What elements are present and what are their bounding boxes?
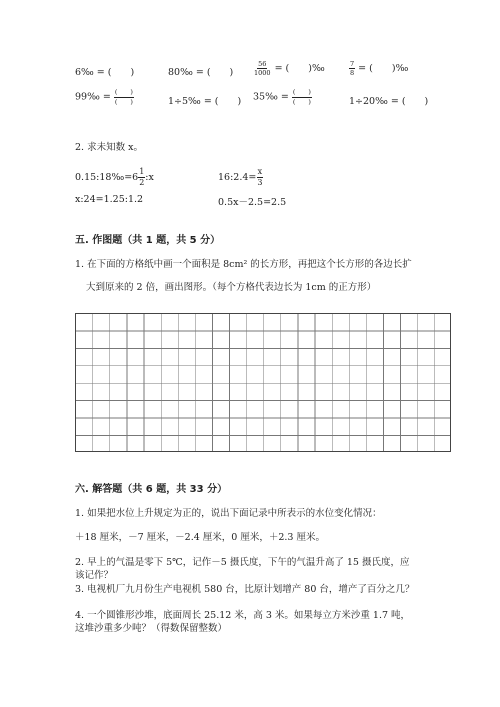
equation-2: [218, 168, 263, 187]
conv-r1-a: 6‰ = ( ): [75, 67, 135, 78]
section-6-q1-line1: 1. 如果把水位上升规定为正的，说出下面记录中所表示的水位变化情况：: [75, 508, 382, 519]
numerator: 56: [258, 59, 267, 68]
expr-rest: = ( )‰: [274, 63, 325, 74]
denominator: 3: [257, 178, 263, 187]
numerator: ( ): [292, 88, 311, 96]
conv-r2-b: 1÷5‰ = ( ): [168, 96, 242, 107]
numerator: 1: [139, 167, 145, 176]
numerator: ( ): [114, 88, 133, 96]
expr-post: :x: [145, 172, 154, 183]
section-6-q3: 3. 电视机厂九月份生产电视机 580 台，比原计划增产 80 台，增产了百分之几？: [75, 584, 415, 595]
equation-4: 0.5x－2.5=2.5: [218, 197, 287, 208]
numerator: 7: [350, 59, 355, 68]
fraction: [349, 61, 355, 77]
expr-pre: 0.15:18‰=6: [75, 172, 139, 183]
expr-rest: = ( )‰: [358, 63, 409, 74]
section-6-q2-line2: 该记作？: [75, 570, 114, 581]
expr-pre: 99‰ =: [75, 91, 111, 103]
section-5-title: 五. 作图题（共 1 题，共 5 分）: [75, 235, 221, 246]
conv-r2-a: [75, 89, 134, 105]
numerator: x: [257, 167, 263, 176]
graph-paper-grid[interactable]: [75, 313, 451, 452]
fraction: [292, 89, 312, 105]
section-6-q4-line2: 这堆沙重多少吨？（得数保留整数）: [75, 623, 228, 634]
conv-r1-c: [253, 60, 325, 77]
solve-heading: 2. 求未知数 x。: [75, 142, 143, 153]
section-6-q1-line2: ＋18 厘米，－7 厘米，－2.4 厘米，0 厘米，＋2.3 厘米。: [75, 532, 325, 543]
section-5-q1-line1: 1. 在下面的方格纸中画一个面积是 8cm² 的长方形，再把这个长方形的各边长扩: [75, 259, 412, 270]
denominator: 1000: [254, 69, 271, 77]
expr-pre: 35‰ =: [253, 91, 289, 103]
conv-r2-d: 1÷20‰ = ( ): [349, 96, 429, 107]
conv-r1-d: [349, 60, 408, 77]
denominator: 8: [350, 69, 355, 77]
conv-r1-b: 80‰ = ( ): [168, 67, 234, 78]
denominator: ( ): [114, 97, 133, 106]
expr-pre: 16:2.4=: [218, 172, 257, 183]
section-6-q4-line1: 4. 一个圆锥形沙堆，底面周长 25.12 米，高 3 米。如果每立方米沙重 1.7 吨，: [75, 610, 411, 621]
section-6-title: 六. 解答题（共 6 题，共 33 分）: [75, 484, 228, 495]
denominator: 2: [139, 178, 145, 187]
fraction: [256, 168, 263, 187]
equation-1: [75, 168, 154, 187]
fraction: [114, 89, 134, 105]
conv-r2-c: [253, 89, 312, 105]
section-5-q1-line2: 大到原来的 2 倍，画出图形。（每个方格代表边长为 1cm 的正方形）: [86, 282, 377, 293]
equation-3: x:24=1.25:1.2: [75, 194, 144, 205]
fraction: [253, 61, 272, 77]
section-6-q2-line1: 2. 早上的气温是零下 5℃，记作－5 摄氏度，下午的气温升高了 15 摄氏度，应: [75, 557, 410, 568]
denominator: ( ): [292, 97, 311, 106]
